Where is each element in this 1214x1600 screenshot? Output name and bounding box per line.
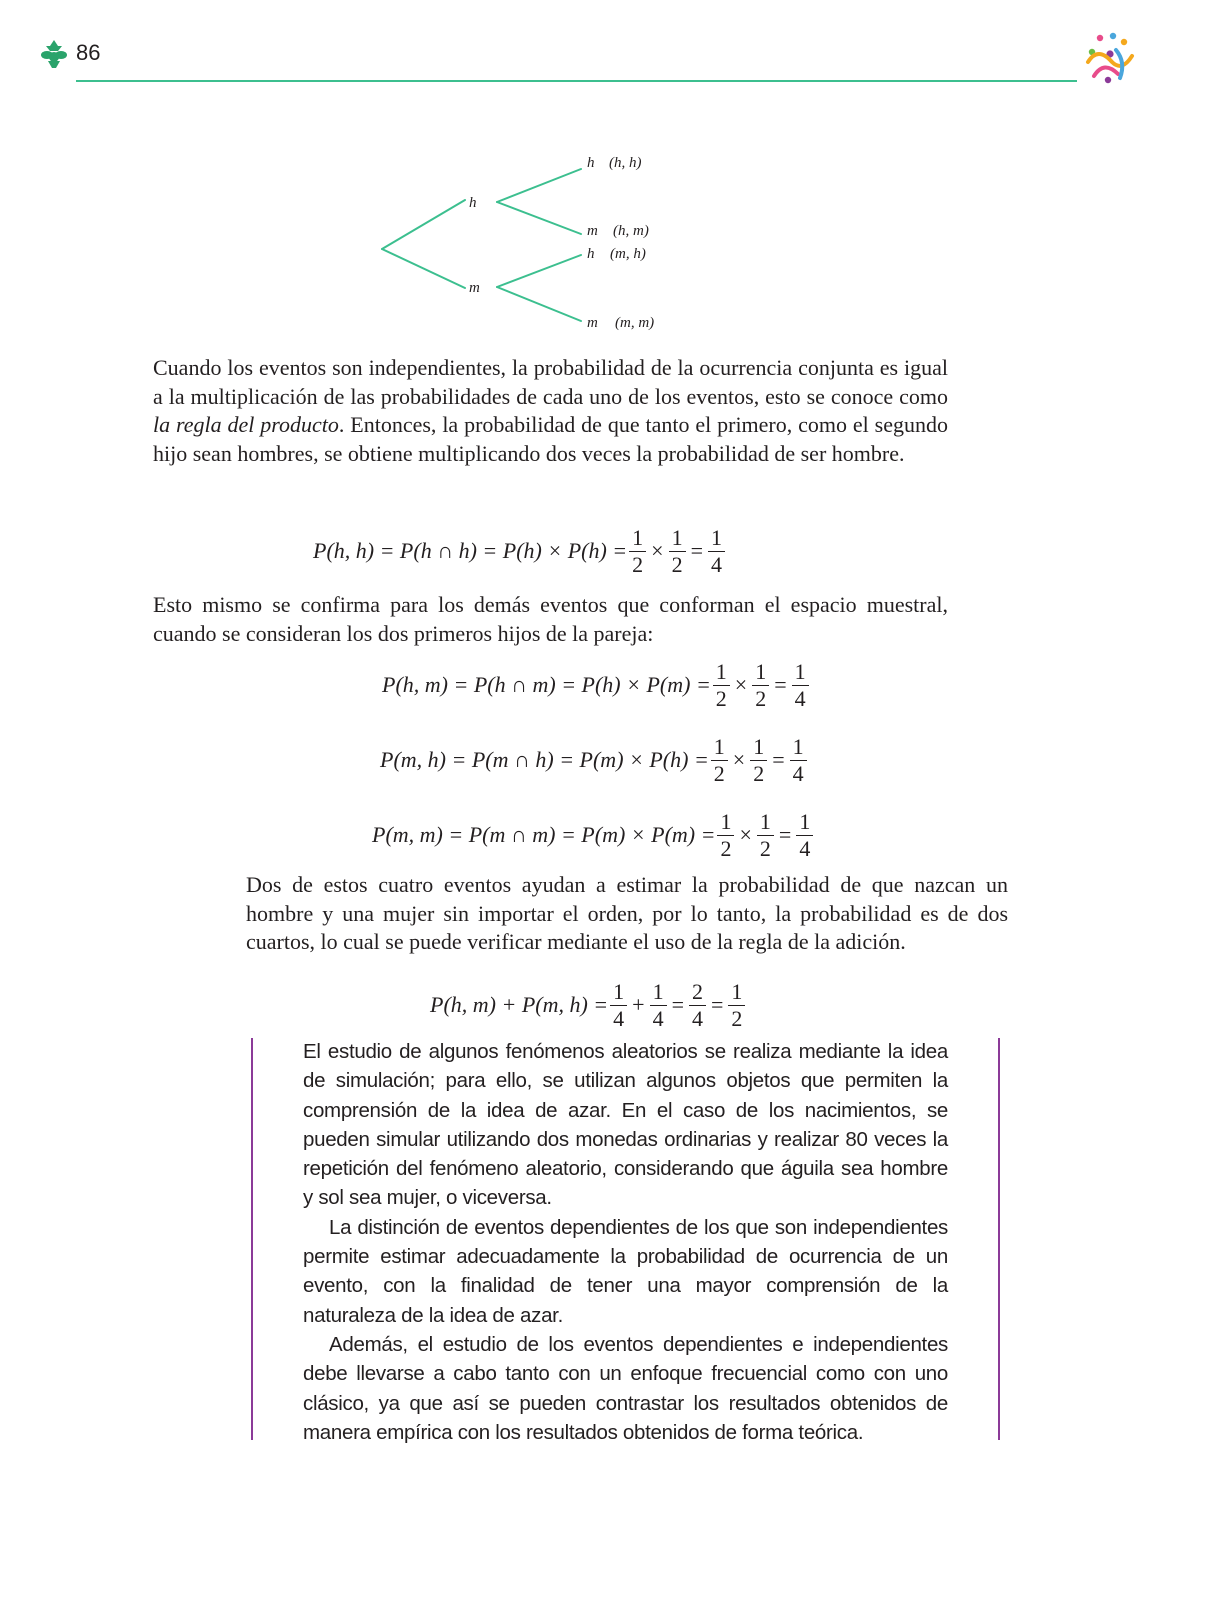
- fraction: $\frac{1}{4}$: [610, 981, 627, 1030]
- fraction: $\frac{1}{2}$: [750, 736, 767, 785]
- operator: ×: [651, 538, 664, 563]
- fraction: $\frac{1}{2}$: [752, 661, 769, 710]
- leaf-emblem-icon: [40, 38, 68, 70]
- paragraph-sample-space: Esto mismo se confirma para los demás eventos que conforman el espacio muestral, cuando se consideran los dos primeros hijos de la pareja:: [153, 592, 948, 646]
- operator: =: [778, 822, 792, 847]
- note-paragraph: Además, el estudio de los eventos dependientes e independientes debe llevarse a cabo tanto con un enfoque frecuencial como con uno clásico, ya que así se pueden contrastar los resultados obtenidos de manera empírica con los resultados obtenidos de forma teórica.: [303, 1332, 948, 1444]
- fraction: $\frac{2}{4}$: [689, 981, 706, 1030]
- fraction: $\frac{1}{2}$: [629, 527, 646, 576]
- fraction: $\frac{1}{2}$: [713, 661, 730, 710]
- paragraph-text: Cuando los eventos son independientes, la probabilidad de la ocurrencia conjunta es igual a la multiplicación de las probabilidades de cada uno de los eventos, esto se conoce como: [153, 355, 948, 409]
- fraction: $\frac{1}{2}$: [757, 811, 774, 860]
- note-paragraph: El estudio de algunos fenómenos aleatorios se realiza mediante la idea de simulación; para ello, se utilizan algunos objetos que permiten la comprensión de la idea de azar. En el caso de los nacimientos, se pueden simular utilizando dos monedas ordinarias y realizar 80 veces la repetición del fenómeno aleatorio, considerando que águila sea hombre y sol sea mujer, o viceversa.: [303, 1040, 948, 1210]
- page-number: 86: [76, 40, 101, 65]
- tree-branch-line: [497, 202, 581, 234]
- operator: =: [772, 747, 785, 772]
- formula-mh: [380, 735, 809, 785]
- formula-hm: [382, 660, 811, 710]
- operator: ×: [732, 747, 746, 772]
- formula-hh: [313, 526, 727, 576]
- fraction: $\frac{1}{4}$: [708, 527, 725, 576]
- fraction: $\frac{1}{4}$: [792, 661, 809, 710]
- fraction: $\frac{1}{2}$: [711, 736, 728, 785]
- formula-lhs: P(h, m) + P(m, h) =: [430, 992, 609, 1017]
- operator: ×: [734, 672, 748, 697]
- tree-leaf-outcome: (h, m): [613, 223, 649, 239]
- tree-node-first: h: [469, 195, 477, 211]
- formula-lhs: P(m, h) = P(m ∩ h) = P(m) × P(h) =: [380, 747, 709, 772]
- tree-leaf-outcome: (h, h): [609, 155, 642, 171]
- formula-lhs: P(h, m) = P(h ∩ m) = P(h) × P(m) =: [382, 672, 711, 697]
- tree-leaf-branch: m: [587, 315, 598, 331]
- fraction: $\frac{1}{4}$: [650, 981, 667, 1030]
- fraction: $\frac{1}{2}$: [669, 527, 686, 576]
- tree-leaf-outcome: (m, m): [615, 315, 655, 331]
- fraction: $\frac{1}{4}$: [796, 811, 813, 860]
- operator: =: [690, 538, 703, 563]
- fraction: $\frac{1}{4}$: [790, 736, 807, 785]
- box-left-border: [251, 1038, 253, 1440]
- formula-lhs: P(m, m) = P(m ∩ m) = P(m) × P(m) =: [372, 822, 716, 847]
- tree-branch-line: [382, 200, 465, 249]
- dancing-figure-logo-icon: [1082, 32, 1138, 86]
- operator: =: [671, 992, 684, 1017]
- simulation-note-box: [303, 1037, 948, 1447]
- tree-branch-line: [497, 255, 581, 287]
- box-right-border: [998, 1038, 1000, 1440]
- operator: =: [711, 992, 724, 1017]
- paragraph-text: . Entonces, la probabilidad de que tanto el primero, como el segundo hijo sean hombres, se obtiene multiplicando dos veces la probabilidad de ser hombre.: [153, 412, 949, 466]
- tree-leaf-branch: m: [587, 223, 598, 239]
- formula-lhs: P(h, h) = P(h ∩ h) = P(h) × P(h) =: [313, 538, 628, 563]
- operator: ×: [739, 822, 752, 847]
- tree-leaf-outcome: (m, h): [610, 246, 646, 262]
- note-paragraph: La distinción de eventos dependientes de los que son independientes permite estimar adecuadamente la probabilidad de ocurrencia de un evento, con la finalidad de tener una mayor comprensión de la naturaleza de la idea de azar.: [303, 1215, 948, 1327]
- tree-branch-line: [497, 287, 581, 321]
- probability-tree-diagram: [370, 150, 690, 340]
- tree-leaf-branch: h: [587, 155, 595, 171]
- fraction: $\frac{1}{2}$: [717, 811, 734, 860]
- tree-branch-line: [497, 169, 581, 202]
- product-rule-term: la regla del producto: [153, 412, 339, 438]
- tree-node-first: m: [469, 280, 480, 296]
- paragraph-product-rule: [153, 354, 948, 468]
- fraction: $\frac{1}{2}$: [728, 981, 745, 1030]
- tree-leaf-branch: h: [587, 246, 595, 262]
- formula-addition: [430, 980, 747, 1030]
- paragraph-addition-rule: Dos de estos cuatro eventos ayudan a estimar la probabilidad de que nazcan un hombre y una mujer sin importar el orden, por lo tanto, la probabilidad es de dos cuartos, lo cual se puede verificar mediante el uso de la regla de la adición.: [246, 872, 1008, 955]
- operator: =: [774, 672, 787, 697]
- formula-mm: [372, 810, 815, 860]
- header-rule: [76, 80, 1077, 82]
- tree-branch-line: [382, 249, 465, 288]
- operator: +: [632, 992, 645, 1017]
